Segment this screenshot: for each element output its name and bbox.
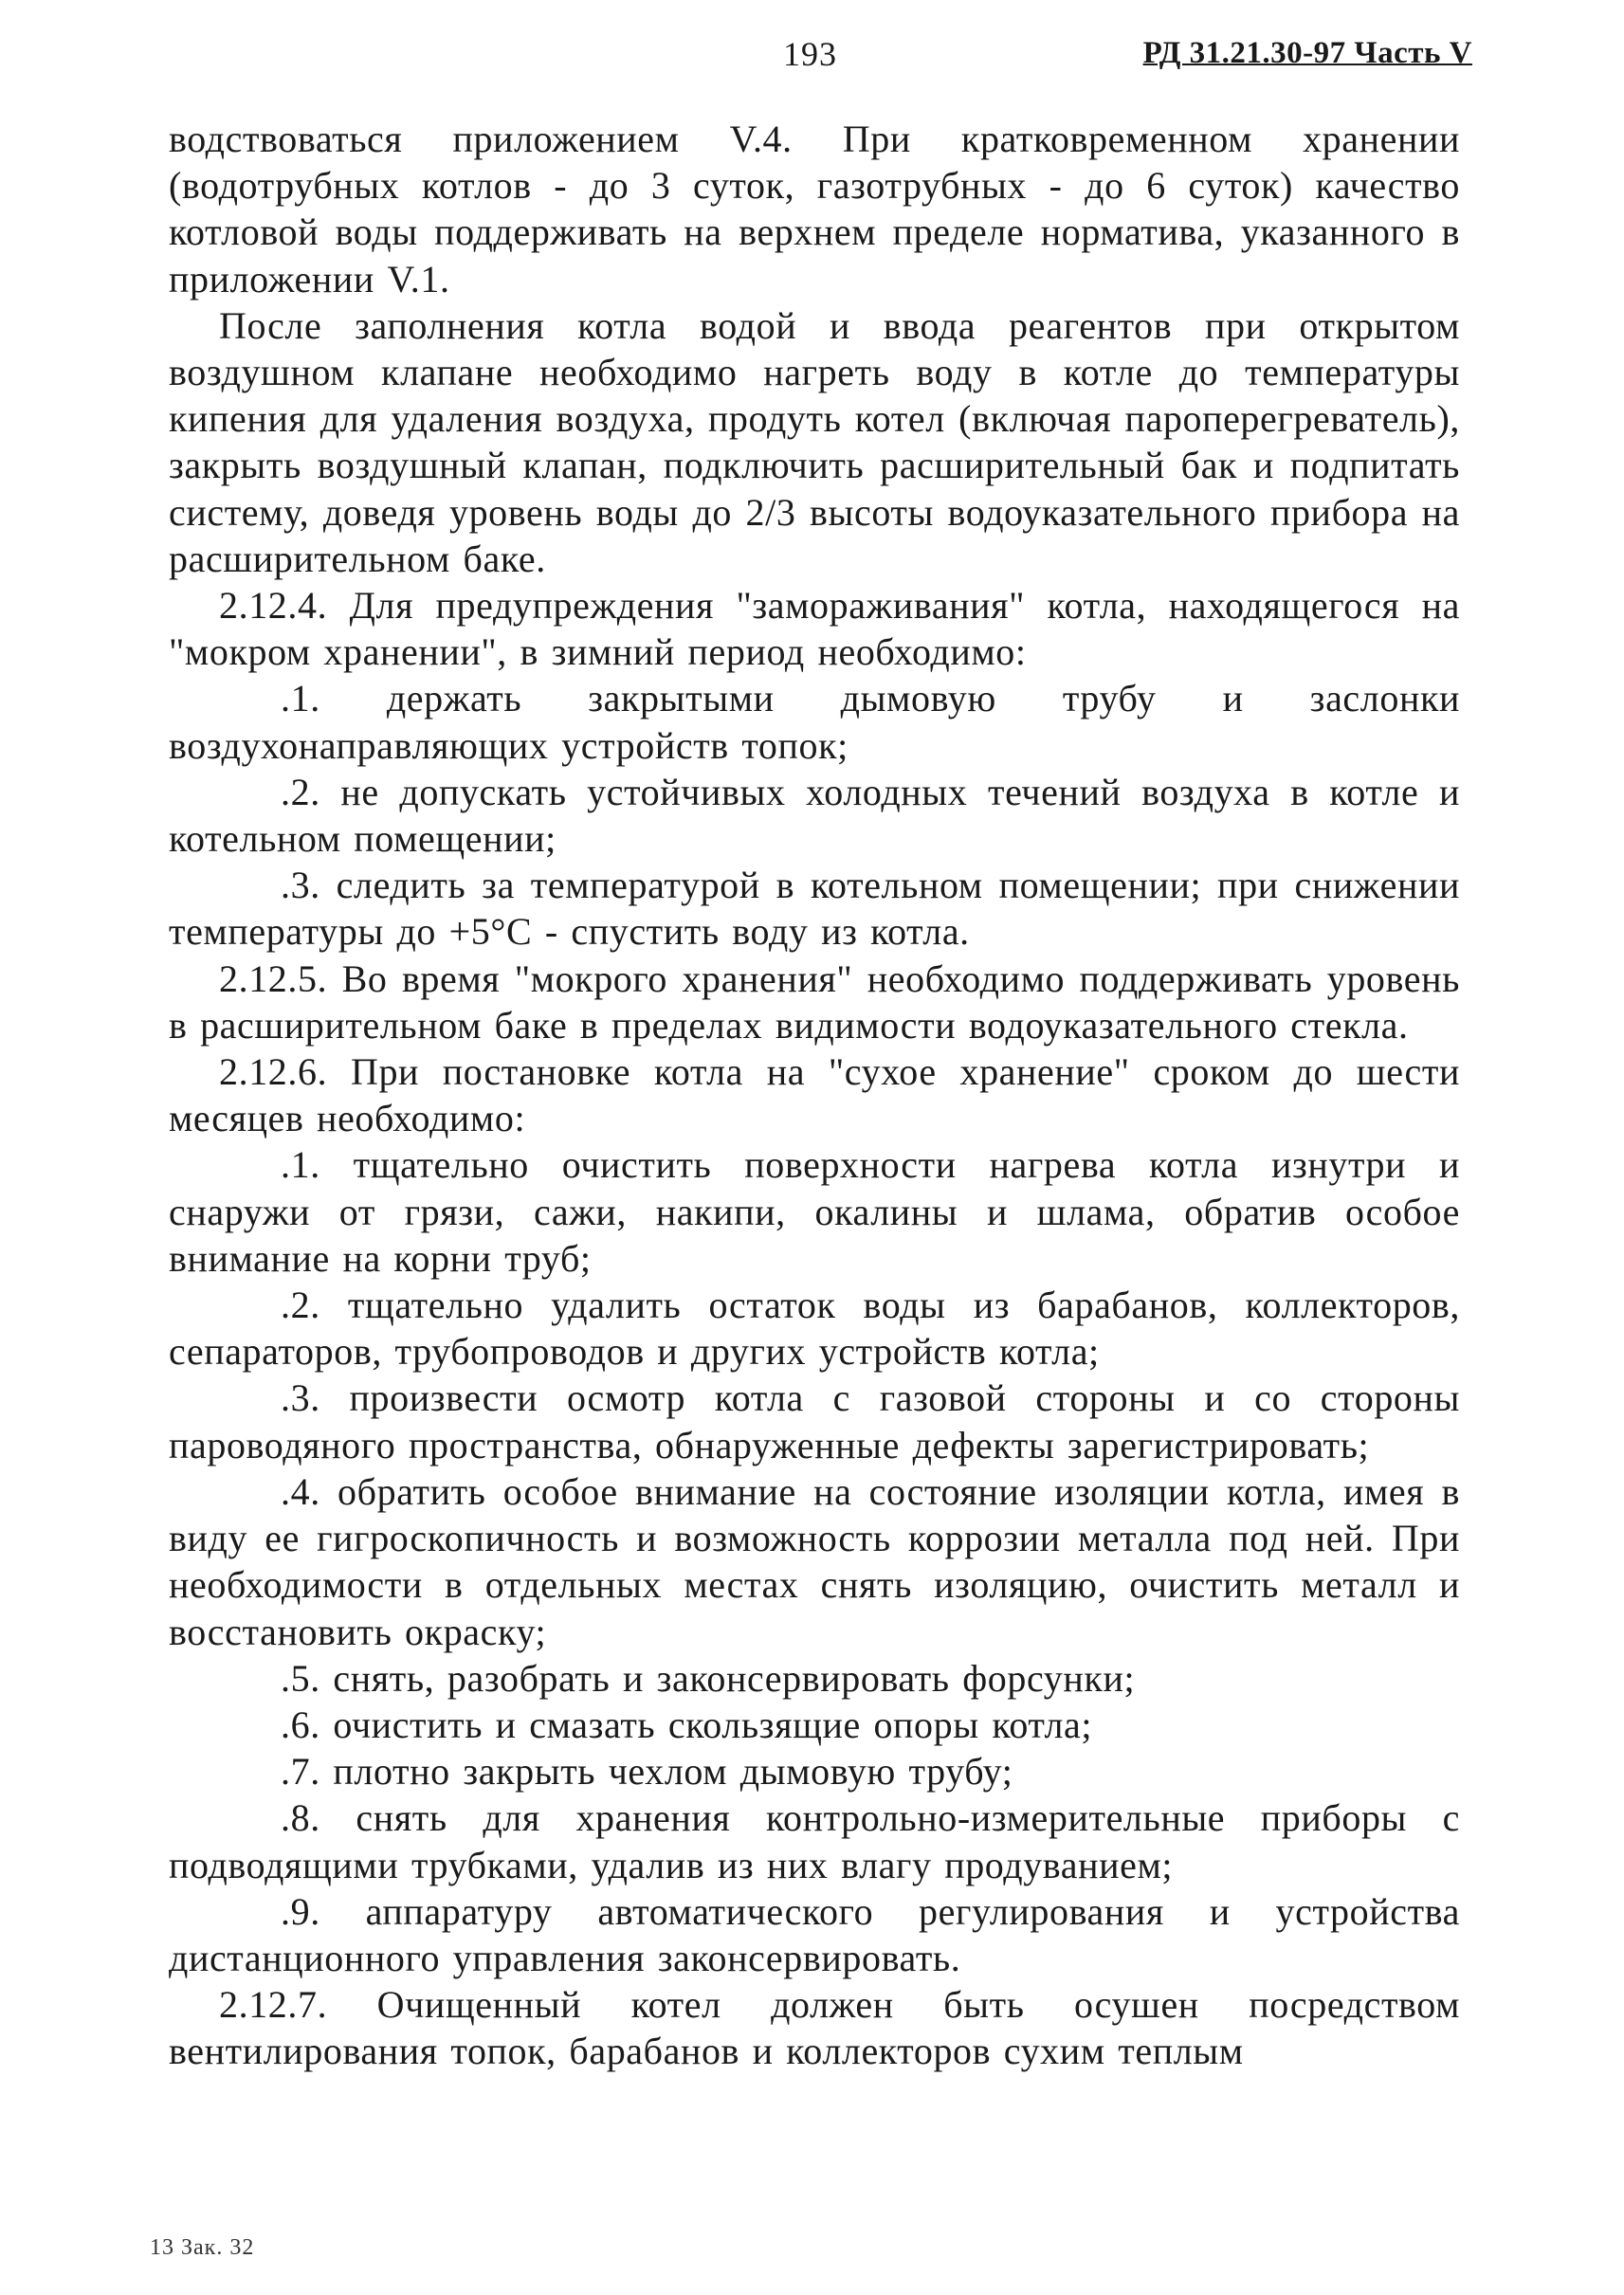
document-body [169, 116, 1460, 2075]
list-item: .6. очистить и смазать скользящие опоры котла; [281, 1703, 1093, 1746]
list-item: .9. аппаратуру автоматического регулирования и устройства дистанционного управления законсервировать. [169, 1889, 1460, 1979]
list-item: .7. плотно закрыть чехлом дымовую трубу; [281, 1750, 1013, 1794]
page-number: 193 [783, 35, 837, 73]
list-item: .1. держать закрытыми дымовую трубу и заслонки воздухонаправляющих устройств топок; [169, 677, 1460, 767]
clause-2-12-7: 2.12.7. Очищенный котел должен быть осушен посредством вентилирования топок, барабанов и коллекторов сухим теплым [169, 1983, 1460, 2073]
clause-2-12-6: 2.12.6. При постановке котла на "сухое хранение" сроком до шести месяцев необходимо: [169, 1050, 1460, 1140]
clause-2-12-5: 2.12.5. Во время "мокрого хранения" необходимо поддерживать уровень в расширительном баке в пределах видимости водоуказательного стекла. [169, 956, 1460, 1047]
list-item: .8. снять для хранения контрольно-измерительные приборы с подводящими трубками, удалив из них влагу продуванием; [169, 1796, 1460, 1886]
list-item: .2. тщательно удалить остаток воды из барабанов, коллекторов, сепараторов, трубопроводов и других устройств котла; [169, 1284, 1460, 1374]
page-header [0, 34, 1624, 82]
list-item: .2. не допускать устойчивых холодных течений воздуха в котле и котельном помещении; [169, 770, 1460, 861]
paragraph: После заполнения котла водой и ввода реагентов при открытом воздушном клапане необходимо нагреть воду в котле до температуры кипения для удаления воздуха, продуть котел (включая пароперегреватель), закрыть воздушный клапан, подключить расширительный бак и подпитать систему, доведя уровень воды до 2/3 высоты водоуказательного прибора на расширительном баке. [169, 303, 1460, 580]
list-item: .3. произвести осмотр котла с газовой стороны и со стороны пароводяного пространства, обнаруженные дефекты зарегистрировать; [169, 1376, 1460, 1466]
list-item: .5. снять, разобрать и законсервировать форсунки; [281, 1656, 1136, 1700]
printer-mark: 13 Зак. 32 [150, 2235, 255, 2260]
paragraph-continuation: водствоваться приложением V.4. При кратковременном хранении (водотрубных котлов - до 3 суток, газотрубных - до 6 суток) качество котловой воды поддерживать на верхнем пределе норматива, указанного в приложении V.1. [169, 118, 1460, 301]
clause-2-12-4: 2.12.4. Для предупреждения "замораживания" котла, находящегося на "мокром хранении", в зимний период необходимо: [169, 584, 1460, 674]
list-item: .3. следить за температурой в котельном помещении; при снижении температуры до +5°С - спустить воду из котла. [169, 864, 1460, 954]
document-id: РД 31.21.30-97 Часть V [1142, 36, 1472, 70]
list-item: .1. тщательно очистить поверхности нагрева котла изнутри и снаружи от грязи, сажи, накипи, окалины и шлама, обратив особое внимание на корни труб; [169, 1143, 1460, 1280]
list-item: .4. обратить особое внимание на состояние изоляции котла, имея в виду ее гигроскопичность и возможность коррозии металла под ней. При необходимости в отдельных местах снять изоляцию, очистить металл и восстановить окраску; [169, 1469, 1460, 1653]
